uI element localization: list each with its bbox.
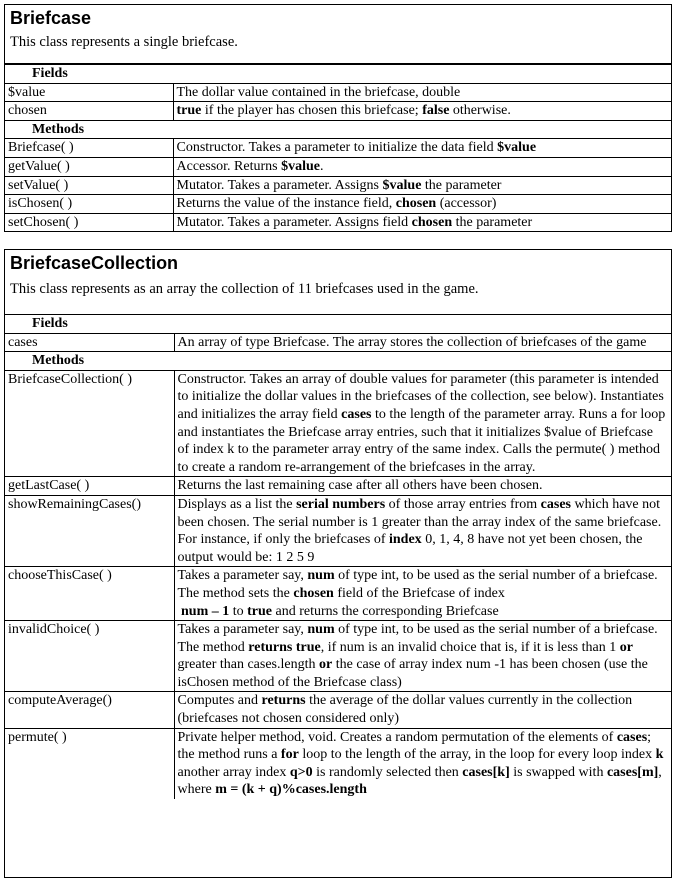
method-description: Private helper method, void. Creates a random permutation of the elements of cases; the method runs a for loop to the length of the array, in the loop for every loop index k another array index q>0 is randomly selected then cases[k] is swapped with cases[m], where m = (k + q)%cases.length — [174, 728, 671, 799]
method-row — [5, 176, 671, 195]
method-description: Returns the value of the instance field, chosen (accessor) — [173, 195, 671, 214]
method-name: getValue( ) — [5, 157, 173, 176]
method-name: computeAverage() — [5, 692, 174, 728]
method-row — [5, 157, 671, 176]
method-name: chooseThisCase( ) — [5, 567, 174, 621]
method-row — [5, 370, 671, 477]
field-row — [5, 83, 671, 102]
method-description: Takes a parameter say, num of type int, to be used as the serial number of a briefcase. The method sets the chosen field of the Briefcase of index num – 1 to true and returns the corresponding Briefcase — [174, 567, 671, 621]
collection-class-card — [4, 249, 672, 878]
method-row — [5, 139, 671, 158]
method-description: Constructor. Takes a parameter to initialize the data field $value — [173, 139, 671, 158]
method-name: invalidChoice( ) — [5, 621, 174, 692]
method-row — [5, 195, 671, 214]
method-row — [5, 728, 671, 799]
fields-label: Fields — [5, 315, 671, 334]
method-name: Briefcase( ) — [5, 139, 173, 158]
fields-header-row — [5, 64, 671, 83]
method-name: showRemainingCases() — [5, 495, 174, 566]
method-name: setChosen( ) — [5, 213, 173, 231]
briefcase-class-title: Briefcase — [10, 8, 92, 28]
field-row — [5, 333, 671, 352]
methods-label: Methods — [5, 352, 671, 371]
method-row — [5, 567, 671, 621]
method-description: Mutator. Takes a parameter. Assigns $value the parameter — [173, 176, 671, 195]
fields-label: Fields — [5, 64, 671, 83]
briefcase-class-description: This class represents a single briefcase. — [10, 34, 238, 50]
methods-header-row — [5, 120, 671, 139]
field-name: $value — [5, 83, 173, 102]
methods-header-row — [5, 352, 671, 371]
method-description: Returns the last remaining case after all others have been chosen. — [174, 477, 671, 496]
method-row — [5, 495, 671, 566]
method-description: Computes and returns the average of the dollar values currently in the collection (briefcases not chosen considered only) — [174, 692, 671, 728]
field-row — [5, 102, 671, 121]
method-description: Accessor. Returns $value. — [173, 157, 671, 176]
methods-label: Methods — [5, 120, 671, 139]
method-name: isChosen( ) — [5, 195, 173, 214]
method-row — [5, 621, 671, 692]
method-row — [5, 213, 671, 231]
collection-class-description: This class represents as an array the collection of 11 briefcases used in the game. — [10, 281, 479, 297]
method-description: Mutator. Takes a parameter. Assigns field chosen the parameter — [173, 213, 671, 231]
fields-header-row — [5, 315, 671, 334]
method-name: permute( ) — [5, 728, 174, 799]
collection-class-title: BriefcaseCollection — [10, 253, 179, 273]
field-description: The dollar value contained in the briefcase, double — [173, 83, 671, 102]
method-description: Displays as a list the serial numbers of those array entries from cases which have not been chosen. The serial number is 1 greater than the array index of the same briefcase. For instance, if only the briefcases of index 0, 1, 4, 8 have not yet been chosen, the output would be: 1 2 5 9 — [174, 495, 671, 566]
briefcase-members-table — [5, 63, 671, 231]
method-name: BriefcaseCollection( ) — [5, 370, 174, 477]
method-row — [5, 692, 671, 728]
method-row — [5, 477, 671, 496]
briefcase-class-card — [4, 4, 672, 232]
method-description: Takes a parameter say, num of type int, to be used as the serial number of a briefcase. The method returns true, if num is an invalid choice that is, if it is less than 1 or greater than cases.length or the case of array index num -1 has been chosen (use the isChosen method of the Briefcase class) — [174, 621, 671, 692]
field-name: cases — [5, 333, 174, 352]
field-description: true if the player has chosen this briefcase; false otherwise. — [173, 102, 671, 121]
method-description: Constructor. Takes an array of double values for parameter (this parameter is intended to initialize the dollar values in the briefcases of the collection, see below). Instantiates and initializes the array field cases to the length of the parameter array. Runs a for loop and instantiates the Briefcase array entries, such that it initializes $value of Briefcase of index k to the parameter array entry of the same index. Calls the permute( ) method to create a random re-arrangement of the briefcases in the array. — [174, 370, 671, 477]
method-name: getLastCase( ) — [5, 477, 174, 496]
field-name: chosen — [5, 102, 173, 121]
method-name: setValue( ) — [5, 176, 173, 195]
field-description: An array of type Briefcase. The array stores the collection of briefcases of the game — [174, 333, 671, 352]
collection-members-table — [5, 314, 671, 799]
